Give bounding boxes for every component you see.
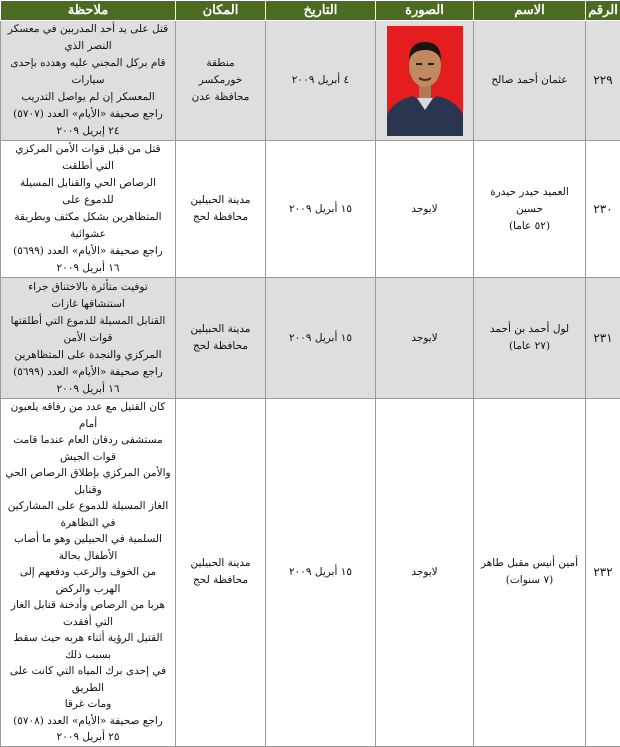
row-photo: لايوجد: [376, 141, 474, 278]
row-number: ٢٣٠: [586, 141, 620, 278]
row-number: ٢٣٢: [586, 399, 620, 747]
row-notes: توفيت متأثرة بالاختناق جراء استنشاقها غازات القنابل المسيلة للدموع التي أطلقتها قوات الأمن المركزي والنجدة على المتظاهرين راجع صحيفة «الأيام» العدد (٥٦٩٩) ١٦ أبريل ٢٠٠٩: [1, 278, 176, 399]
row-place: مدينة الحبيلين محافظة لحج: [176, 278, 266, 399]
row-notes: قتل من قبل قوات الأمن المركزي التي أطلقت الرصاص الحي والقنابل المسيلة للدموع على المتظاهرين بشكل مكثف وبطريقة عشوائية راجع صحيفة «الأيام» العدد (٥٦٩٩) ١٦ أبريل ٢٠٠٩: [1, 141, 176, 278]
row-name: عثمان أحمد صالح: [474, 21, 586, 141]
row-name: لول أحمد بن أحمد (٢٧ عاما): [474, 278, 586, 399]
row-number: ٢٢٩: [586, 21, 620, 141]
header-row: [1, 1, 620, 21]
row-name: العميد حيدر حيدرة حسين (٥٢ عاما): [474, 141, 586, 278]
header-name: الاسم: [474, 1, 586, 21]
row-notes: كان القتيل مع عدد من رفاقه يلعبون أمام مستشفى ردفان العام عندما قامت قوات الجيش والأمن المركزي بإطلاق الرصاص الحي وقنابل الغاز المسيلة للدموع على المشاركين في التظاهرة السلمية في الحبيلين وهو ما أصاب الأطفال بحالة من الخوف والرعب ودفعهم إلى الهرب والركض هربا من الرصاص وأدخنة قنابل الغاز التي أفقدت القتيل الرؤية أثناء هربه حيث سقط بسبب ذلك في إحدى برك المياه التي كانت على الطريق ومات غرقا راجع صحيفة «الأيام» العدد (٥٧٠٨) ٢٥ أبريل ٢٠٠٩: [1, 399, 176, 747]
table-row: [1, 21, 620, 141]
row-date: ٤ أبريل ٢٠٠٩: [266, 21, 376, 141]
table-row: [1, 278, 620, 399]
row-date: ١٥ أبريل ٢٠٠٩: [266, 141, 376, 278]
row-photo: لايوجد: [376, 278, 474, 399]
header-number: الرقم: [586, 1, 620, 21]
header-date: التاريخ: [266, 1, 376, 21]
row-photo-cell: [376, 21, 474, 141]
row-place: مدينة الحبيلين محافظة لحج: [176, 141, 266, 278]
header-photo: الصورة: [376, 1, 474, 21]
row-number: ٢٣١: [586, 278, 620, 399]
header-place: المكان: [176, 1, 266, 21]
person-photo: [387, 26, 463, 136]
row-date: ١٥ أبريل ٢٠٠٩: [266, 399, 376, 747]
header-notes: ملاحظة: [1, 1, 176, 21]
table-row: [1, 399, 620, 747]
table-row: [1, 141, 620, 278]
row-name: أمين أنيس مقبل طاهر (٧ سنوات): [474, 399, 586, 747]
row-photo: لايوجد: [376, 399, 474, 747]
row-place: منطقة خورمكسر محافظة عدن: [176, 21, 266, 141]
row-place: مدينة الحبيلين محافظة لحج: [176, 399, 266, 747]
row-date: ١٥ أبريل ٢٠٠٩: [266, 278, 376, 399]
row-notes: قتل على يد أحد المدربين في معسكر النصر الذي قام بركل المجني عليه وهدده بإحدى سيارات المعسكر إن لم يواصل التدريب راجع صحيفة «الأيام» العدد (٥٧٠٧) ٢٤ إبريل ٢٠٠٩: [1, 21, 176, 141]
